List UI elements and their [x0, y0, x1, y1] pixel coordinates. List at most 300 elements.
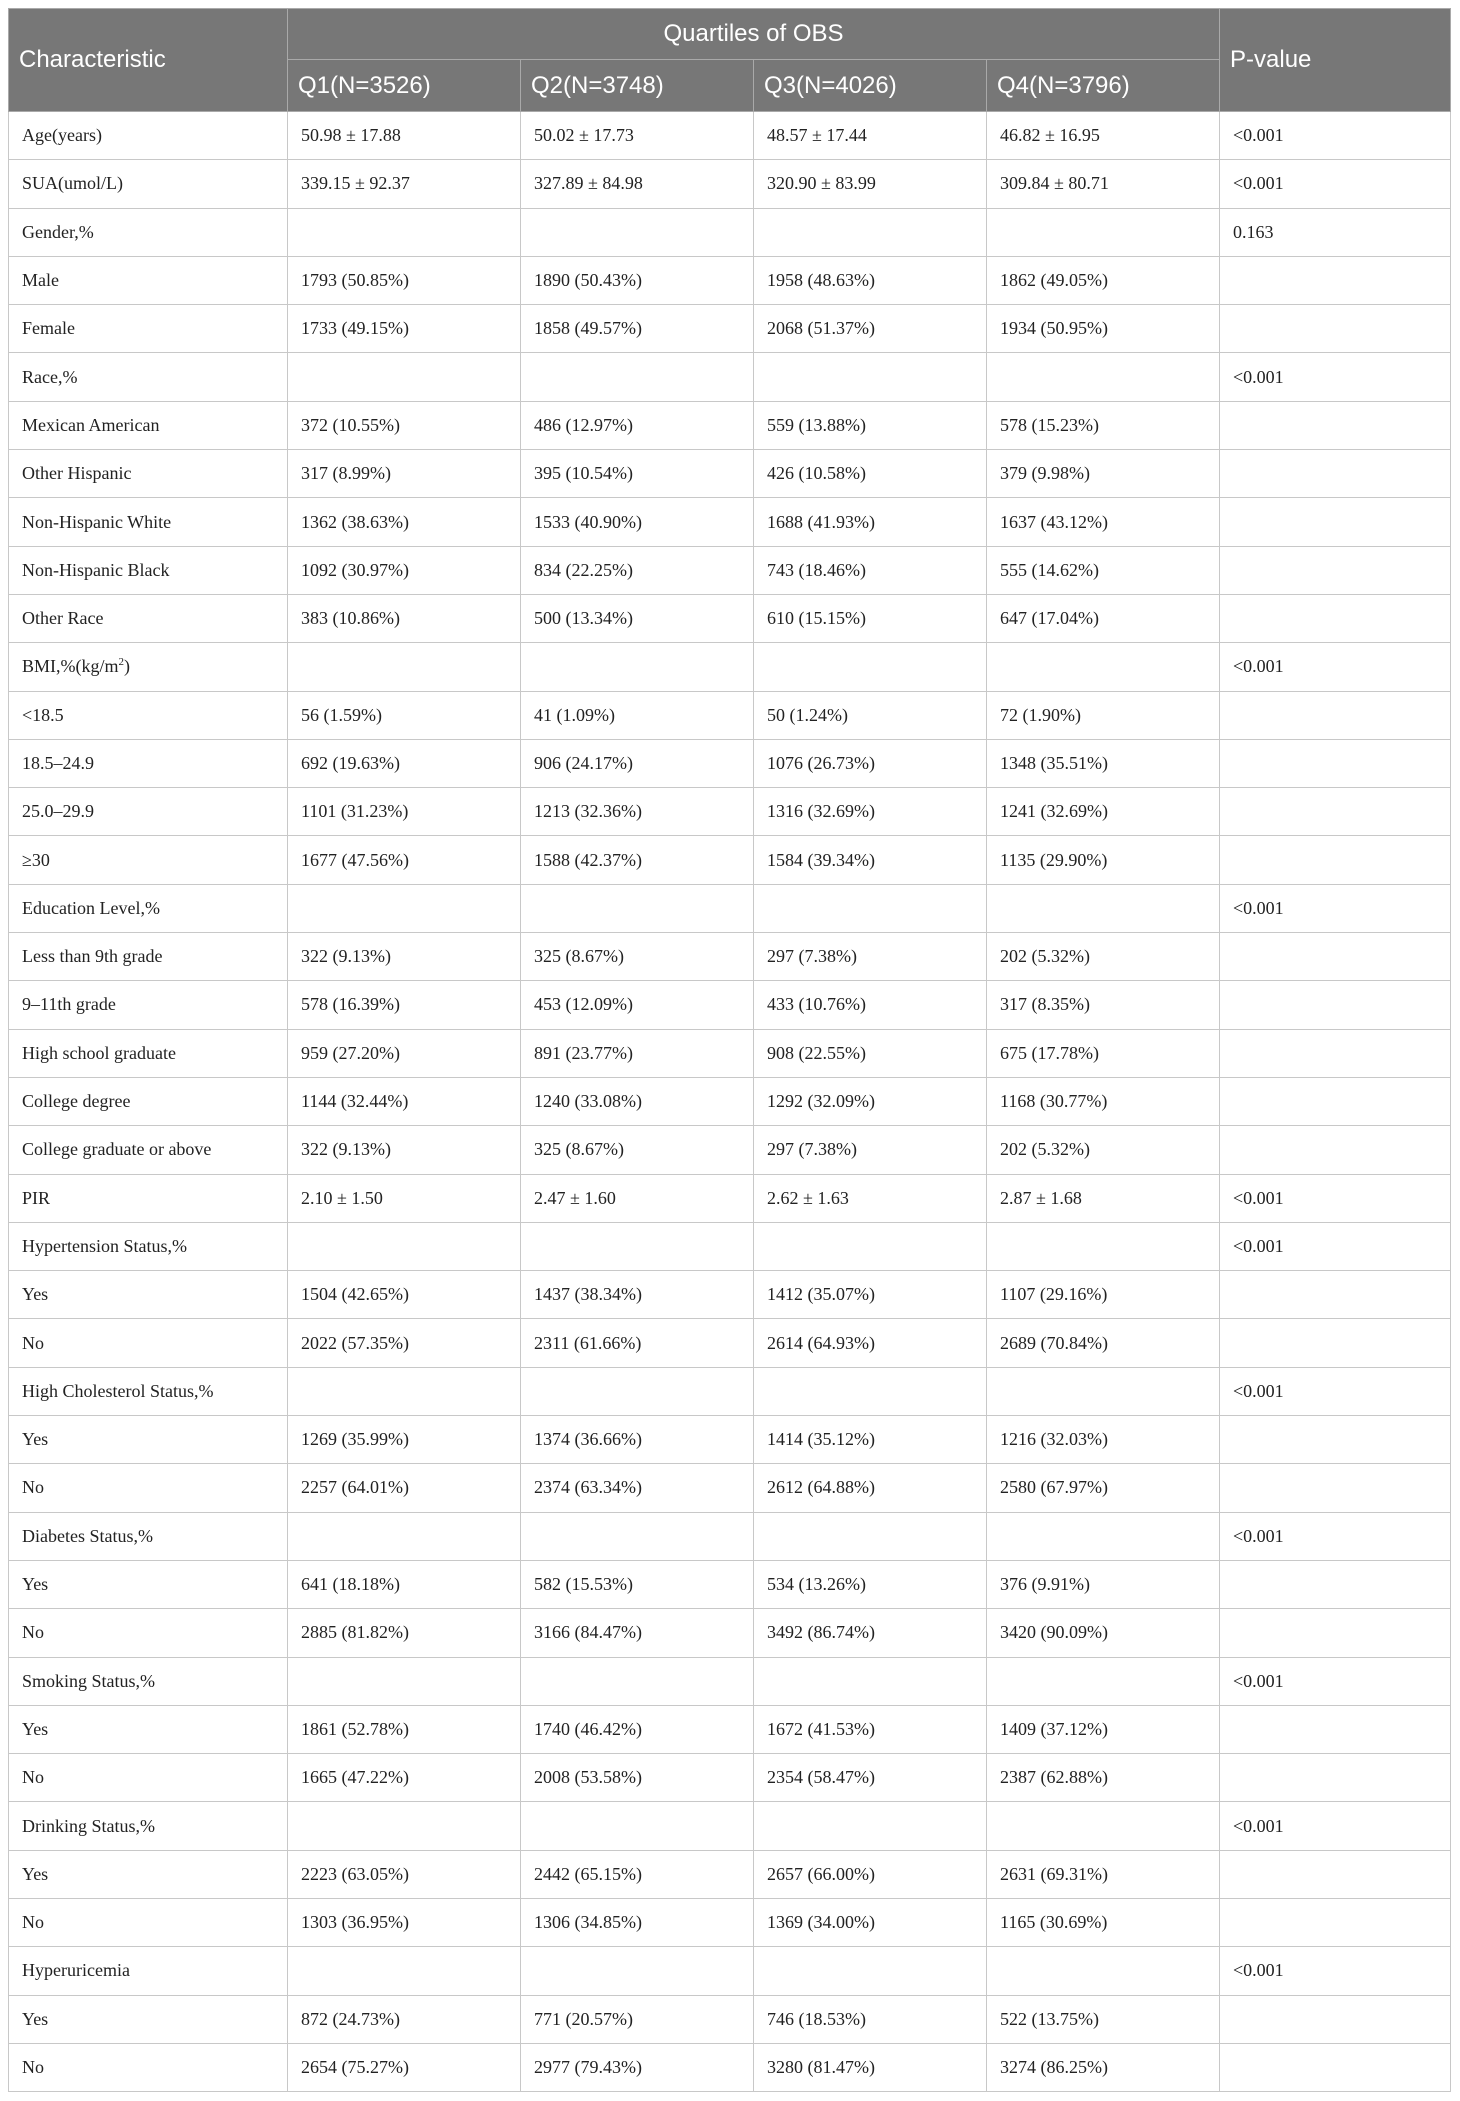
row-label: Hypertension Status,% — [9, 1222, 288, 1270]
cell-q1 — [288, 1222, 521, 1270]
row-label: 25.0–29.9 — [9, 788, 288, 836]
cell-pvalue: <0.001 — [1220, 1802, 1451, 1850]
row-label: No — [9, 1464, 288, 1512]
cell-q1: 50.98 ± 17.88 — [288, 112, 521, 160]
cell-q4 — [987, 643, 1220, 691]
cell-q2: 3166 (84.47%) — [521, 1609, 754, 1657]
bmi-label-close: ) — [124, 656, 130, 677]
cell-q2 — [521, 1222, 754, 1270]
cell-q3: 2612 (64.88%) — [754, 1464, 987, 1512]
cell-q1 — [288, 1657, 521, 1705]
cell-q2: 1858 (49.57%) — [521, 305, 754, 353]
cell-q1: 322 (9.13%) — [288, 1126, 521, 1174]
row-label: High Cholesterol Status,% — [9, 1367, 288, 1415]
table-row — [9, 1947, 1451, 1995]
cell-q2: 834 (22.25%) — [521, 546, 754, 594]
cell-q4: 2631 (69.31%) — [987, 1850, 1220, 1898]
table-header — [9, 9, 1451, 112]
cell-pvalue — [1220, 1319, 1451, 1367]
table-row — [9, 305, 1451, 353]
row-label: Drinking Status,% — [9, 1802, 288, 1850]
cell-q3: 426 (10.58%) — [754, 450, 987, 498]
cell-pvalue: <0.001 — [1220, 1222, 1451, 1270]
cell-q2: 486 (12.97%) — [521, 401, 754, 449]
cell-pvalue — [1220, 981, 1451, 1029]
cell-q3: 1672 (41.53%) — [754, 1705, 987, 1753]
cell-q1: 2885 (81.82%) — [288, 1609, 521, 1657]
cell-q1: 322 (9.13%) — [288, 933, 521, 981]
cell-q3 — [754, 884, 987, 932]
cell-q1: 317 (8.99%) — [288, 450, 521, 498]
cell-pvalue: <0.001 — [1220, 112, 1451, 160]
cell-q2: 1437 (38.34%) — [521, 1271, 754, 1319]
cell-pvalue: <0.001 — [1220, 1947, 1451, 1995]
cell-q4 — [987, 1657, 1220, 1705]
cell-pvalue — [1220, 1029, 1451, 1077]
cell-q3: 2614 (64.93%) — [754, 1319, 987, 1367]
cell-q3: 2657 (66.00%) — [754, 1850, 987, 1898]
cell-q3: 297 (7.38%) — [754, 933, 987, 981]
row-label: Hyperuricemia — [9, 1947, 288, 1995]
cell-q4: 2689 (70.84%) — [987, 1319, 1220, 1367]
table-row — [9, 933, 1451, 981]
table-row — [9, 1222, 1451, 1270]
cell-pvalue — [1220, 1754, 1451, 1802]
cell-q3: 746 (18.53%) — [754, 1995, 987, 2043]
cell-pvalue — [1220, 1898, 1451, 1946]
cell-q2 — [521, 353, 754, 401]
bmi-label-text: BMI,%(kg/m — [22, 656, 119, 677]
cell-pvalue — [1220, 933, 1451, 981]
row-label — [9, 643, 288, 691]
cell-q1: 1504 (42.65%) — [288, 1271, 521, 1319]
row-label: Race,% — [9, 353, 288, 401]
cell-q4: 202 (5.32%) — [987, 1126, 1220, 1174]
cell-q3 — [754, 1657, 987, 1705]
cell-pvalue — [1220, 594, 1451, 642]
cell-pvalue: <0.001 — [1220, 1657, 1451, 1705]
bmi-label-superscript: 2 — [118, 656, 124, 669]
cell-q4: 522 (13.75%) — [987, 1995, 1220, 2043]
cell-q1: 1665 (47.22%) — [288, 1754, 521, 1802]
cell-q4: 2.87 ± 1.68 — [987, 1174, 1220, 1222]
cell-q4: 202 (5.32%) — [987, 933, 1220, 981]
cell-q3 — [754, 1367, 987, 1415]
cell-q2: 1740 (46.42%) — [521, 1705, 754, 1753]
cell-q3 — [754, 1947, 987, 1995]
cell-pvalue: 0.163 — [1220, 208, 1451, 256]
cell-q3: 2068 (51.37%) — [754, 305, 987, 353]
cell-q2: 1374 (36.66%) — [521, 1416, 754, 1464]
cell-q4: 376 (9.91%) — [987, 1560, 1220, 1608]
cell-q3: 1369 (34.00%) — [754, 1898, 987, 1946]
table-row — [9, 208, 1451, 256]
table-row — [9, 691, 1451, 739]
header-q2: Q2(N=3748) — [521, 60, 754, 112]
cell-q4: 72 (1.90%) — [987, 691, 1220, 739]
header-q3: Q3(N=4026) — [754, 60, 987, 112]
cell-q2 — [521, 1802, 754, 1850]
cell-q2: 2.47 ± 1.60 — [521, 1174, 754, 1222]
row-label: Yes — [9, 1416, 288, 1464]
cell-q1 — [288, 643, 521, 691]
table-body — [9, 112, 1451, 2092]
table-row — [9, 739, 1451, 787]
cell-q3: 48.57 ± 17.44 — [754, 112, 987, 160]
row-label: Female — [9, 305, 288, 353]
table-row — [9, 1850, 1451, 1898]
cell-q2: 50.02 ± 17.73 — [521, 112, 754, 160]
cell-q4 — [987, 208, 1220, 256]
row-label: SUA(umol/L) — [9, 160, 288, 208]
table-row — [9, 1705, 1451, 1753]
cell-q2: 395 (10.54%) — [521, 450, 754, 498]
cell-q4: 1934 (50.95%) — [987, 305, 1220, 353]
row-label: Education Level,% — [9, 884, 288, 932]
cell-q2: 1890 (50.43%) — [521, 256, 754, 304]
cell-q4: 379 (9.98%) — [987, 450, 1220, 498]
cell-pvalue: <0.001 — [1220, 1512, 1451, 1560]
row-label: 18.5–24.9 — [9, 739, 288, 787]
cell-q3: 559 (13.88%) — [754, 401, 987, 449]
table-row — [9, 836, 1451, 884]
row-label: Less than 9th grade — [9, 933, 288, 981]
row-label: College degree — [9, 1077, 288, 1125]
cell-pvalue: <0.001 — [1220, 884, 1451, 932]
cell-pvalue — [1220, 1995, 1451, 2043]
cell-q1 — [288, 884, 521, 932]
cell-q4: 3420 (90.09%) — [987, 1609, 1220, 1657]
cell-q1: 383 (10.86%) — [288, 594, 521, 642]
row-label: Yes — [9, 1560, 288, 1608]
header-q1: Q1(N=3526) — [288, 60, 521, 112]
cell-q4: 1168 (30.77%) — [987, 1077, 1220, 1125]
cell-q1: 2022 (57.35%) — [288, 1319, 521, 1367]
cell-q4: 1135 (29.90%) — [987, 836, 1220, 884]
table-row — [9, 353, 1451, 401]
cell-pvalue — [1220, 1609, 1451, 1657]
cell-pvalue — [1220, 2043, 1451, 2091]
cell-q2: 41 (1.09%) — [521, 691, 754, 739]
cell-q1: 2257 (64.01%) — [288, 1464, 521, 1512]
table-row — [9, 1560, 1451, 1608]
cell-q1 — [288, 208, 521, 256]
cell-q4 — [987, 1367, 1220, 1415]
cell-q2: 2008 (53.58%) — [521, 1754, 754, 1802]
cell-q1: 1101 (31.23%) — [288, 788, 521, 836]
row-label: Non-Hispanic Black — [9, 546, 288, 594]
row-label: No — [9, 1609, 288, 1657]
cell-q2: 1588 (42.37%) — [521, 836, 754, 884]
cell-q2: 453 (12.09%) — [521, 981, 754, 1029]
cell-q4: 1107 (29.16%) — [987, 1271, 1220, 1319]
cell-q2: 1306 (34.85%) — [521, 1898, 754, 1946]
table-row — [9, 256, 1451, 304]
cell-q3: 1958 (48.63%) — [754, 256, 987, 304]
cell-q1: 641 (18.18%) — [288, 1560, 521, 1608]
row-label: Male — [9, 256, 288, 304]
table-row — [9, 884, 1451, 932]
row-label: Age(years) — [9, 112, 288, 160]
cell-pvalue — [1220, 498, 1451, 546]
table-row — [9, 981, 1451, 1029]
cell-q3: 1292 (32.09%) — [754, 1077, 987, 1125]
cell-q2 — [521, 208, 754, 256]
cell-q2 — [521, 884, 754, 932]
table-row — [9, 1657, 1451, 1705]
cell-pvalue — [1220, 546, 1451, 594]
cell-q3 — [754, 208, 987, 256]
cell-q4: 555 (14.62%) — [987, 546, 1220, 594]
row-label: Yes — [9, 1271, 288, 1319]
cell-q4 — [987, 1802, 1220, 1850]
row-label: PIR — [9, 1174, 288, 1222]
cell-q3: 908 (22.55%) — [754, 1029, 987, 1077]
cell-q4 — [987, 353, 1220, 401]
cell-pvalue: <0.001 — [1220, 1367, 1451, 1415]
cell-q3: 320.90 ± 83.99 — [754, 160, 987, 208]
cell-q3 — [754, 1512, 987, 1560]
row-label: Yes — [9, 1995, 288, 2043]
cell-q3: 1076 (26.73%) — [754, 739, 987, 787]
header-pvalue: P-value — [1220, 9, 1451, 112]
table-row — [9, 1077, 1451, 1125]
cell-q3: 1584 (39.34%) — [754, 836, 987, 884]
table-row — [9, 1319, 1451, 1367]
cell-q1: 1144 (32.44%) — [288, 1077, 521, 1125]
row-label: Yes — [9, 1705, 288, 1753]
cell-pvalue — [1220, 450, 1451, 498]
table-row — [9, 1802, 1451, 1850]
row-label: Yes — [9, 1850, 288, 1898]
cell-q2: 2977 (79.43%) — [521, 2043, 754, 2091]
cell-q3: 743 (18.46%) — [754, 546, 987, 594]
table-row — [9, 1126, 1451, 1174]
header-q4: Q4(N=3796) — [987, 60, 1220, 112]
cell-q4: 309.84 ± 80.71 — [987, 160, 1220, 208]
cell-q3: 1412 (35.07%) — [754, 1271, 987, 1319]
cell-q4: 1216 (32.03%) — [987, 1416, 1220, 1464]
cell-q3: 3492 (86.74%) — [754, 1609, 987, 1657]
table-row — [9, 1464, 1451, 1512]
cell-q3 — [754, 1222, 987, 1270]
table-row — [9, 1174, 1451, 1222]
table-row — [9, 498, 1451, 546]
cell-q4: 1348 (35.51%) — [987, 739, 1220, 787]
cell-q3 — [754, 643, 987, 691]
cell-q2 — [521, 643, 754, 691]
cell-q3 — [754, 353, 987, 401]
cell-q4: 1409 (37.12%) — [987, 1705, 1220, 1753]
table-container — [8, 8, 1450, 2092]
cell-pvalue — [1220, 1560, 1451, 1608]
row-label: 9–11th grade — [9, 981, 288, 1029]
table-row — [9, 1367, 1451, 1415]
row-label: Non-Hispanic White — [9, 498, 288, 546]
cell-q4 — [987, 1222, 1220, 1270]
cell-q4: 1241 (32.69%) — [987, 788, 1220, 836]
cell-q4: 2387 (62.88%) — [987, 1754, 1220, 1802]
cell-q4: 675 (17.78%) — [987, 1029, 1220, 1077]
cell-pvalue — [1220, 1271, 1451, 1319]
cell-q4: 2580 (67.97%) — [987, 1464, 1220, 1512]
cell-q2: 325 (8.67%) — [521, 933, 754, 981]
cell-q3: 50 (1.24%) — [754, 691, 987, 739]
cell-q4: 317 (8.35%) — [987, 981, 1220, 1029]
cell-q1: 1269 (35.99%) — [288, 1416, 521, 1464]
cell-q3: 610 (15.15%) — [754, 594, 987, 642]
cell-q1: 56 (1.59%) — [288, 691, 521, 739]
cell-q1: 692 (19.63%) — [288, 739, 521, 787]
cell-q1 — [288, 353, 521, 401]
cell-pvalue — [1220, 256, 1451, 304]
row-label: Diabetes Status,% — [9, 1512, 288, 1560]
cell-q2: 771 (20.57%) — [521, 1995, 754, 2043]
cell-q2: 2311 (61.66%) — [521, 1319, 754, 1367]
table-row — [9, 594, 1451, 642]
header-characteristic: Characteristic — [9, 9, 288, 112]
table-row — [9, 1512, 1451, 1560]
cell-pvalue: <0.001 — [1220, 160, 1451, 208]
table-row — [9, 160, 1451, 208]
cell-q1: 372 (10.55%) — [288, 401, 521, 449]
cell-q4 — [987, 1947, 1220, 1995]
cell-pvalue: <0.001 — [1220, 353, 1451, 401]
cell-q2: 582 (15.53%) — [521, 1560, 754, 1608]
table-row — [9, 2043, 1451, 2091]
cell-pvalue — [1220, 1126, 1451, 1174]
cell-q4: 1862 (49.05%) — [987, 256, 1220, 304]
cell-q3: 3280 (81.47%) — [754, 2043, 987, 2091]
cell-q4: 1637 (43.12%) — [987, 498, 1220, 546]
table-row — [9, 1898, 1451, 1946]
cell-q3: 1316 (32.69%) — [754, 788, 987, 836]
cell-q3: 534 (13.26%) — [754, 1560, 987, 1608]
cell-pvalue — [1220, 1416, 1451, 1464]
cell-q4: 647 (17.04%) — [987, 594, 1220, 642]
cell-q2: 906 (24.17%) — [521, 739, 754, 787]
cell-pvalue — [1220, 739, 1451, 787]
cell-q4: 46.82 ± 16.95 — [987, 112, 1220, 160]
row-label: Mexican American — [9, 401, 288, 449]
table-row — [9, 1754, 1451, 1802]
header-quartiles-group: Quartiles of OBS — [288, 9, 1220, 60]
cell-q1: 1793 (50.85%) — [288, 256, 521, 304]
row-label: Gender,% — [9, 208, 288, 256]
cell-q1: 339.15 ± 92.37 — [288, 160, 521, 208]
cell-q1 — [288, 1367, 521, 1415]
row-label: No — [9, 1754, 288, 1802]
row-label: Other Hispanic — [9, 450, 288, 498]
row-label: No — [9, 1898, 288, 1946]
row-label: Other Race — [9, 594, 288, 642]
cell-q2: 325 (8.67%) — [521, 1126, 754, 1174]
cell-q1 — [288, 1947, 521, 1995]
cell-q4: 1165 (30.69%) — [987, 1898, 1220, 1946]
baseline-characteristics-table — [8, 8, 1451, 2092]
cell-q3: 2.62 ± 1.63 — [754, 1174, 987, 1222]
cell-q3: 1688 (41.93%) — [754, 498, 987, 546]
row-label: No — [9, 1319, 288, 1367]
table-row — [9, 1271, 1451, 1319]
row-label: <18.5 — [9, 691, 288, 739]
table-row — [9, 788, 1451, 836]
cell-q1: 1362 (38.63%) — [288, 498, 521, 546]
table-row — [9, 1416, 1451, 1464]
cell-q2: 2374 (63.34%) — [521, 1464, 754, 1512]
cell-q3: 433 (10.76%) — [754, 981, 987, 1029]
cell-pvalue — [1220, 691, 1451, 739]
cell-q2 — [521, 1512, 754, 1560]
cell-q1: 1677 (47.56%) — [288, 836, 521, 884]
cell-q2: 327.89 ± 84.98 — [521, 160, 754, 208]
cell-q2: 500 (13.34%) — [521, 594, 754, 642]
cell-q1: 1733 (49.15%) — [288, 305, 521, 353]
table-row — [9, 1609, 1451, 1657]
row-label: High school graduate — [9, 1029, 288, 1077]
cell-q1: 1303 (36.95%) — [288, 1898, 521, 1946]
cell-q1 — [288, 1512, 521, 1560]
cell-pvalue — [1220, 1705, 1451, 1753]
cell-pvalue — [1220, 401, 1451, 449]
table-row — [9, 1029, 1451, 1077]
cell-q4: 3274 (86.25%) — [987, 2043, 1220, 2091]
cell-q3: 297 (7.38%) — [754, 1126, 987, 1174]
cell-q1: 2654 (75.27%) — [288, 2043, 521, 2091]
cell-q1: 1861 (52.78%) — [288, 1705, 521, 1753]
cell-pvalue — [1220, 305, 1451, 353]
cell-q2: 1240 (33.08%) — [521, 1077, 754, 1125]
cell-q4 — [987, 884, 1220, 932]
row-label: ≥30 — [9, 836, 288, 884]
table-row — [9, 112, 1451, 160]
cell-pvalue — [1220, 1850, 1451, 1898]
cell-q4 — [987, 1512, 1220, 1560]
cell-q2: 1533 (40.90%) — [521, 498, 754, 546]
cell-q2 — [521, 1657, 754, 1705]
cell-q4: 578 (15.23%) — [987, 401, 1220, 449]
cell-q2: 891 (23.77%) — [521, 1029, 754, 1077]
cell-q2: 2442 (65.15%) — [521, 1850, 754, 1898]
cell-pvalue — [1220, 1464, 1451, 1512]
cell-pvalue — [1220, 836, 1451, 884]
table-row — [9, 546, 1451, 594]
cell-pvalue: <0.001 — [1220, 1174, 1451, 1222]
table-row — [9, 643, 1451, 691]
table-row — [9, 450, 1451, 498]
row-label: College graduate or above — [9, 1126, 288, 1174]
cell-q1: 2223 (63.05%) — [288, 1850, 521, 1898]
row-label: No — [9, 2043, 288, 2091]
cell-pvalue: <0.001 — [1220, 643, 1451, 691]
cell-q1: 2.10 ± 1.50 — [288, 1174, 521, 1222]
cell-q2 — [521, 1367, 754, 1415]
row-label: Smoking Status,% — [9, 1657, 288, 1705]
cell-pvalue — [1220, 1077, 1451, 1125]
cell-q3: 2354 (58.47%) — [754, 1754, 987, 1802]
cell-q1: 1092 (30.97%) — [288, 546, 521, 594]
cell-q2 — [521, 1947, 754, 1995]
cell-q1: 959 (27.20%) — [288, 1029, 521, 1077]
cell-q3: 1414 (35.12%) — [754, 1416, 987, 1464]
cell-pvalue — [1220, 788, 1451, 836]
cell-q1: 872 (24.73%) — [288, 1995, 521, 2043]
cell-q3 — [754, 1802, 987, 1850]
cell-q2: 1213 (32.36%) — [521, 788, 754, 836]
cell-q1 — [288, 1802, 521, 1850]
table-row — [9, 1995, 1451, 2043]
table-row — [9, 401, 1451, 449]
